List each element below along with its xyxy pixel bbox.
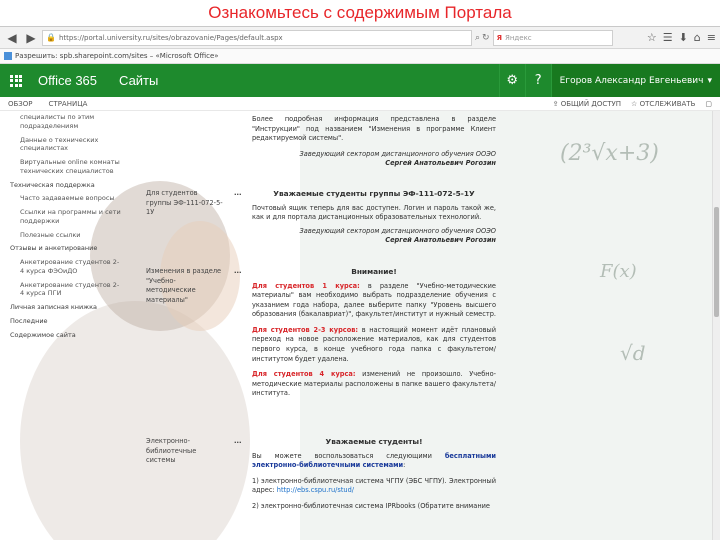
sidebar-item[interactable]: Последние [10,317,48,326]
sidebar-item[interactable]: Часто задаваемые вопросы [20,194,115,203]
announcement-text: Более подробная информация представлена в разделе "Инструкции" под названием "Изменения в программе Клиент редактируемой системы". [252,115,496,143]
paragraph-text: : [403,461,406,470]
paragraph-text: 1) электронно-библиотечная система ЧГПУ (ЭБС ЧГПУ). Электронный адрес: [252,476,496,495]
signature-title: Заведующий сектором дистанционного обучения ООЭО [299,226,496,235]
yandex-icon: Я [496,33,502,42]
signature-name: Сергей Анатольевич Рогозин [385,159,496,168]
announcement-heading: Уважаемые студенты! [325,437,423,446]
paragraph-text: в разделе "Учебно-методические материалы" вам необходимо выбрать подразделение обучения с указанием года набора, далее выберите папку "Уровень высшего образования (бакалавриат)", факультет/институт и нужный семестр. [252,281,496,319]
signature-name: Сергей Анатольевич Рогозин [385,236,496,245]
tab-page[interactable]: СТРАНИЦА [48,99,88,108]
announcement-paragraph: 2) электронно-библиотечная система IPRbooks (Обратите внимание [252,501,490,510]
home-icon[interactable]: ⌂ [693,31,701,44]
browser-toolbar [647,31,716,44]
star-icon[interactable]: ☆ [646,31,657,44]
list-icon[interactable]: ☰ [662,31,673,44]
item-menu-icon[interactable]: ... [234,267,242,275]
sidebar-item[interactable]: Личная записная книжка [10,303,98,312]
tab-browse[interactable]: ОБЗОР [8,99,33,108]
announcement-paragraph [252,282,496,320]
announcement-paragraph [252,452,496,471]
office365-brand[interactable]: Office 365 [38,73,98,88]
announcement-title[interactable]: Для студентов группы ЭФ-111-072-5-1У [146,189,223,217]
sidebar-item[interactable]: Содержимое сайта [10,330,76,339]
search-input[interactable] [493,30,613,46]
help-icon[interactable]: ? [525,64,551,97]
sidebar-item[interactable]: Полезные ссылки [20,230,81,239]
user-name: Егоров Александр Евгеньевич [559,75,704,86]
background-formula: (2³√x+3) [560,141,659,166]
search-placeholder: Яндекс [504,33,532,42]
follow-button[interactable]: ☆ ОТСЛЕЖИВАТЬ [631,99,696,108]
announcement-paragraph [252,326,496,364]
sidebar-item[interactable]: Виртуальные online комнаты технических специалистов [20,158,120,175]
signature-title: Заведующий сектором дистанционного обучения ООЭО [299,149,496,158]
slide-title: Ознакомьтесь с содержимым Портала [208,3,512,22]
announcement-paragraph [252,370,496,399]
address-bar [0,27,720,49]
announcement-body [252,115,496,169]
lock-icon: 🔒 [46,33,56,42]
sidebar-item[interactable]: Ссылки на программы и сети поддержки [20,208,121,225]
announcement-heading: Уважаемые студенты группы ЭФ-111-072-5-1У [273,189,475,198]
bookmark-item[interactable]: Разрешить: spb.sharepoint.com/sites – «Microsoft Office» [15,52,219,60]
bookmarks-bar [0,49,720,64]
paragraph-text: изменений не произошло. Учебно-методические материалы расположены в папке вашего факультета/института. [252,370,496,398]
user-menu[interactable] [551,64,720,97]
paragraph-emphasis: бесплатными электронно-библиотечными системами [252,451,496,470]
share-button[interactable]: ⇪ ОБЩИЙ ДОСТУП [552,99,622,108]
url-input[interactable] [42,30,472,46]
app-launcher-icon[interactable] [0,64,32,97]
settings-icon[interactable]: ⚙ [499,64,525,97]
sidebar-item[interactable]: Техническая поддержка [10,180,95,189]
announcement-body [252,189,496,246]
chevron-down-icon: ▾ [707,75,712,86]
browser-window [0,26,720,540]
url-tools [475,33,490,43]
page-content [0,111,720,540]
office365-bar [0,64,720,97]
sidebar-item[interactable]: специалисты по этим подразделениям [20,113,95,130]
paragraph-text: Вы можете воспользоваться следующими [252,451,445,460]
item-menu-icon[interactable]: ... [234,437,242,445]
search-small-icon[interactable]: ⌕ [475,32,481,43]
share-label: ОБЩИЙ ДОСТУП [560,99,622,108]
paragraph-lead: Для студентов 2-3 курсов: [252,325,359,334]
forward-icon[interactable]: ▶ [26,30,36,45]
announcement-body [252,267,496,405]
announcement-text: Почтовый ящик теперь для вас доступен. Логин и пароль такой же, как и для портала дистанционных образовательных технологий. [252,203,496,222]
announcement-paragraph [252,477,496,496]
sidebar-item[interactable]: Анкетирование студентов 2-4 курса ПГИ [20,280,120,298]
announcement-title[interactable]: Изменения в разделе "Учебно-методические материалы" [146,267,222,304]
bookmark-icon [4,52,12,60]
focus-icon[interactable]: ▢ [705,99,712,108]
background-formula: √d [620,341,646,365]
sidebar-item[interactable]: Анкетирование студентов 2-4 курса ФЭОиДО [20,258,120,275]
announcement-body [252,437,496,517]
follow-label: ОТСЛЕЖИВАТЬ [639,99,696,108]
reload-icon[interactable]: ↻ [482,32,490,43]
sites-link[interactable]: Сайты [119,73,159,88]
announcement-heading: Внимание! [351,267,397,276]
paragraph-lead: Для студентов 1 курса: [252,281,360,290]
url-text: https://portal.university.ru/sites/obrazovanie/Pages/default.aspx [58,33,283,42]
ebs-link[interactable]: http://ebs.cspu.ru/stud/ [276,486,355,495]
item-menu-icon[interactable]: ... [234,189,242,197]
quick-launch-nav [10,113,122,345]
paragraph-lead: Для студентов 4 курса: [252,370,356,379]
announcement-title[interactable]: Электронно-библиотечные системы [146,437,197,465]
back-icon[interactable]: ◀ [7,30,17,45]
paragraph-text: в настоящий момент идёт плановый переход на новое расположение материалов, как для студентов первого курса, в конце учебного года папка с факультетом/институтом будет удалена. [252,325,496,363]
scrollbar-thumb[interactable] [714,207,719,317]
sidebar-item[interactable]: Данные о технических специалистах [20,135,99,153]
download-icon[interactable]: ⬇ [678,31,688,44]
background-formula: F(x) [600,261,637,282]
menu-icon[interactable]: ≡ [706,31,716,44]
scrollbar[interactable] [712,111,720,540]
ribbon-tabs [0,97,720,111]
sidebar-item[interactable]: Отзывы и анкетирование [10,244,98,253]
